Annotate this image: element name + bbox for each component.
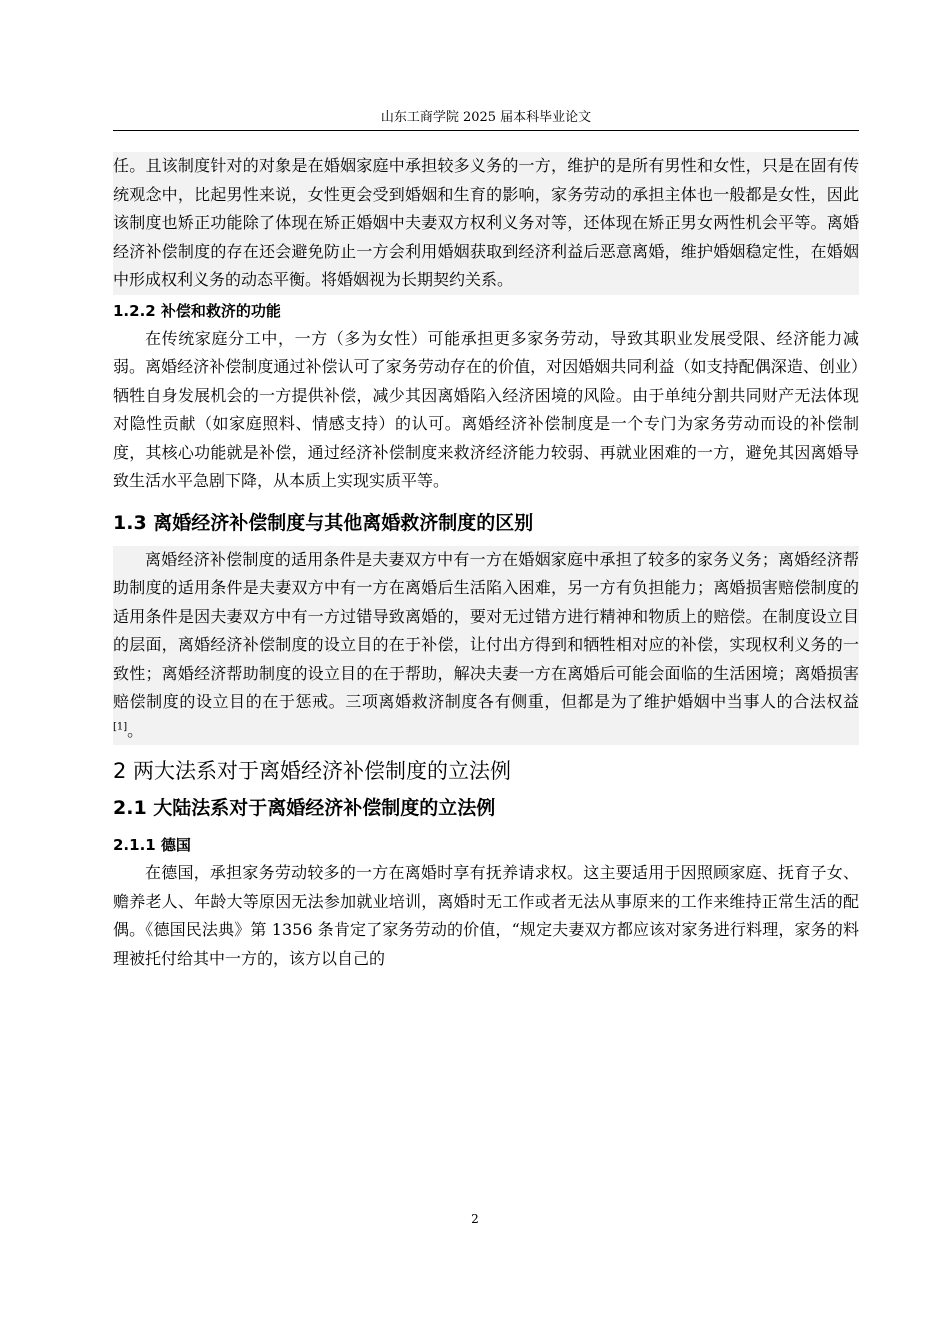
paragraph-compensation-function: 在传统家庭分工中，一方（多为女性）可能承担更多家务劳动，导致其职业发展受限、经济能力减弱。离婚经济补偿制度通过补偿认可了家务劳动存在的价值，对因婚姻共同利益（如支持配偶深造、创业）牺牲自身发展机会的一方提供补偿，减少其因离婚陷入经济困境的风险。由于单纯分割共同财产无法体现对隐性贡献（如家庭照料、情感支持）的认可。离婚经济补偿制度是一个专门为家务劳动而设的补偿制度，其核心功能就是补偿，通过经济补偿制度来救济经济能力较弱、再就业困难的一方，避免其因离婚导致生活水平急剧下降，从本质上实现实质平等。 (113, 328, 859, 490)
paragraph-germany: 在德国，承担家务劳动较多的一方在离婚时享有抚养请求权。这主要适用于因照顾家庭、抚育子女、赡养老人、年龄大等原因无法参加就业培训，离婚时无工作或者无法从事原来的工作来维持正常生活的配偶。《德国民法典》第 1356 条肯定了家务劳动的价值，“规定夫妻双方都应该对家务进行料理，家务的料理被托付给其中一方的，该方以自己的 (113, 863, 859, 968)
heading-2-1: 2.1 大陆法系对于离婚经济补偿制度的立法例 (113, 797, 496, 819)
paragraph-system-differences (113, 546, 859, 746)
heading-1-3: 1.3 离婚经济补偿制度与其他离婚救济制度的区别 (113, 511, 534, 534)
heading-1-2-2: 1.2.2 补偿和救济的功能 (113, 301, 281, 320)
paragraph-end-punct: 。 (127, 720, 144, 740)
citation-ref: [1] (113, 721, 128, 733)
paragraph-continued: 任。且该制度针对的对象是在婚姻家庭中承担较多义务的一方，维护的是所有男性和女性，只是在固有传统观念中，比起男性来说，女性更会受到婚姻和生育的影响，家务劳动的承担主体也一般都是女性，因此该制度也矫正功能除了体现在矫正婚姻中夫妻双方权利义务对等，还体现在矫正男女两性机会平等。离婚经济补偿制度的存在还会避免防止一方会利用婚姻获取到经济利益后恶意离婚，维护婚姻稳定性，在婚姻中形成权利义务的动态平衡。将婚姻视为长期契约关系。 (113, 152, 859, 295)
page-body (113, 152, 859, 973)
page-number: 2 (471, 1212, 479, 1226)
running-header: 山东工商学院 2025 届本科毕业论文 (113, 110, 859, 131)
paragraph-text: 离婚经济补偿制度的适用条件是夫妻双方中有一方在婚姻家庭中承担了较多的家务义务；离婚经济帮助制度的适用条件是夫妻双方中有一方在离婚后生活陷入困难，另一方有负担能力；离婚损害赔偿制度的适用条件是因夫妻双方中有一方过错导致离婚的，要对无过错方进行精神和物质上的赔偿。在制度设立目的层面，离婚经济补偿制度的设立目的在于补偿，让付出方得到和牺牲相对应的补偿，实现权利义务的一致性；离婚经济帮助制度的设立目的在于帮助，解决夫妻一方在离婚后可能会面临的生活困境；离婚损害赔偿制度的设立目的在于惩戒。三项离婚救济制度各有侧重，但都是为了维护婚姻中当事人的合法权益 (113, 549, 859, 711)
heading-2: 2 两大法系对于离婚经济补偿制度的立法例 (113, 759, 512, 783)
heading-2-1-1: 2.1.1 德国 (113, 836, 191, 854)
